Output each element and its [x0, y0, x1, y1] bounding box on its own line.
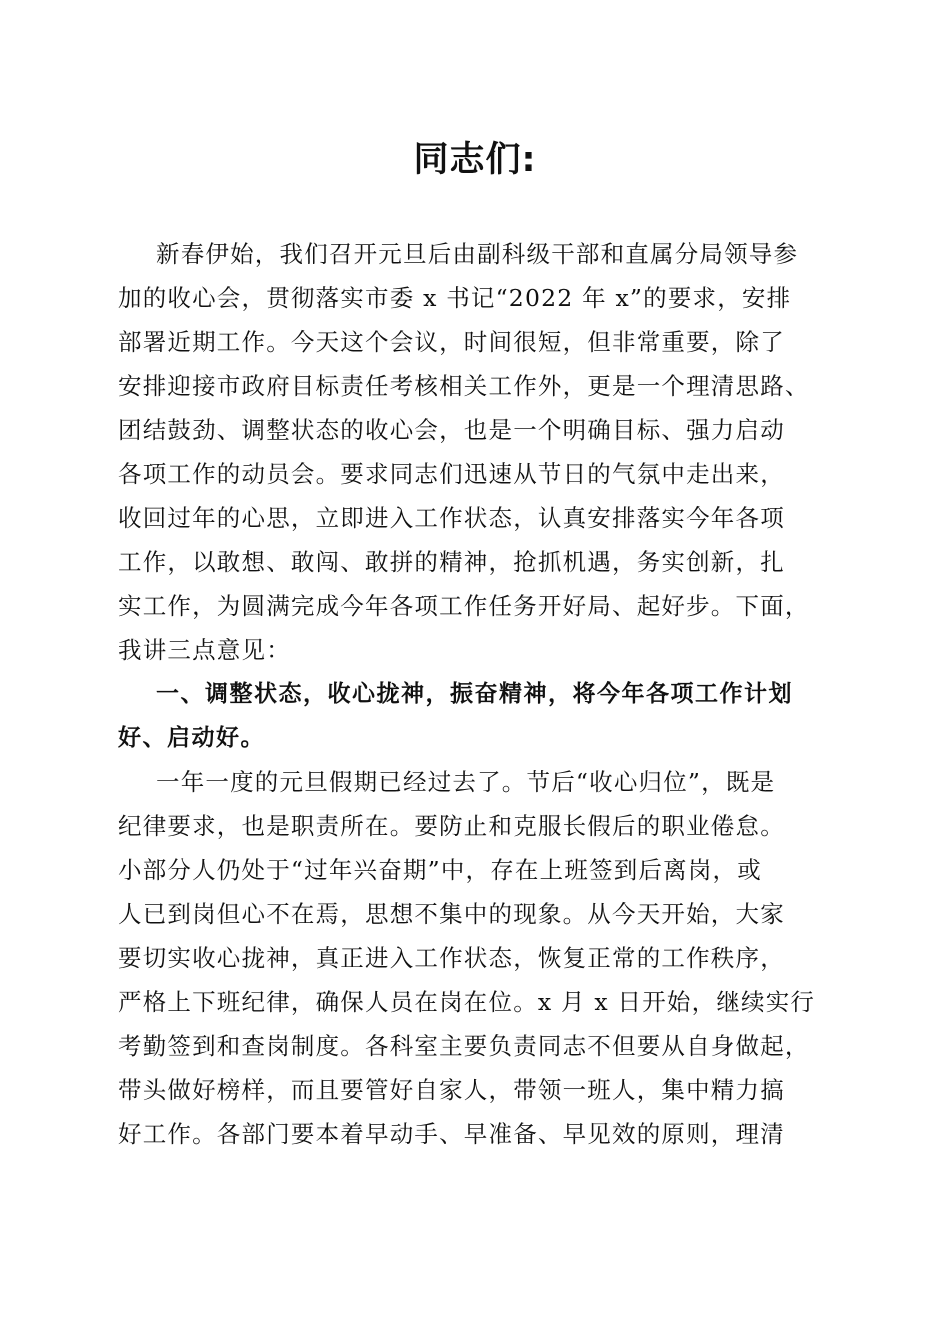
paragraph-line: 实工作，为圆满完成今年各项工作任务开好局、起好步。下面，: [118, 592, 810, 620]
paragraph-line: 安排迎接市政府目标责任考核相关工作外，更是一个理清思路、: [118, 372, 810, 400]
paragraph-line: 小部分人仍处于“过年兴奋期”中，存在上班签到后离岗，或: [118, 856, 762, 884]
paragraph-line: 人已到岗但心不在焉，思想不集中的现象。从今天开始，大家: [118, 900, 785, 928]
paragraph-line: 我讲三点意见：: [118, 636, 291, 664]
paragraph-line: 一年一度的元旦假期已经过去了。节后“收心归位”，既是: [156, 768, 776, 796]
paragraph-line: 加的收心会，贯彻落实市委 x 书记“2022 年 x”的要求，安排: [118, 284, 792, 312]
paragraph-line: 收回过年的心思，立即进入工作状态，认真安排落实今年各项: [118, 504, 785, 532]
section-heading-line: 一、调整状态，收心拢神，振奋精神，将今年各项工作计划: [156, 681, 793, 707]
paragraph-line: 新春伊始，我们召开元旦后由副科级干部和直属分局领导参: [156, 240, 799, 268]
paragraph-line: 带头做好榜样，而且要管好自家人，带领一班人，集中精力搞: [118, 1076, 785, 1104]
document-body: [118, 232, 833, 1156]
paragraph-line: 团结鼓劲、调整状态的收心会，也是一个明确目标、强力启动: [118, 416, 785, 444]
paragraph-line: 纪律要求，也是职责所在。要防止和克服长假后的职业倦怠。: [118, 812, 785, 840]
paragraph-line: 要切实收心拢神，真正进入工作状态，恢复正常的工作秩序，: [118, 944, 785, 972]
page-title: 同志们:: [413, 140, 537, 180]
paragraph-line: 各项工作的动员会。要求同志们迅速从节日的气氛中走出来，: [118, 460, 785, 488]
paragraph-line: 严格上下班纪律，确保人员在岗在位。x 月 x 日开始，继续实行: [118, 988, 816, 1016]
paragraph-line: 工作，以敢想、敢闯、敢拼的精神，抢抓机遇，务实创新，扎: [118, 548, 785, 576]
paragraph-line: 部署近期工作。今天这个会议，时间很短，但非常重要，除了: [118, 328, 785, 356]
section-heading-line: 好、启动好。: [118, 725, 265, 751]
paragraph-line: 考勤签到和查岗制度。各科室主要负责同志不但要从自身做起，: [118, 1032, 810, 1060]
paragraph-line: 好工作。各部门要本着早动手、早准备、早见效的原则，理清: [118, 1120, 785, 1148]
